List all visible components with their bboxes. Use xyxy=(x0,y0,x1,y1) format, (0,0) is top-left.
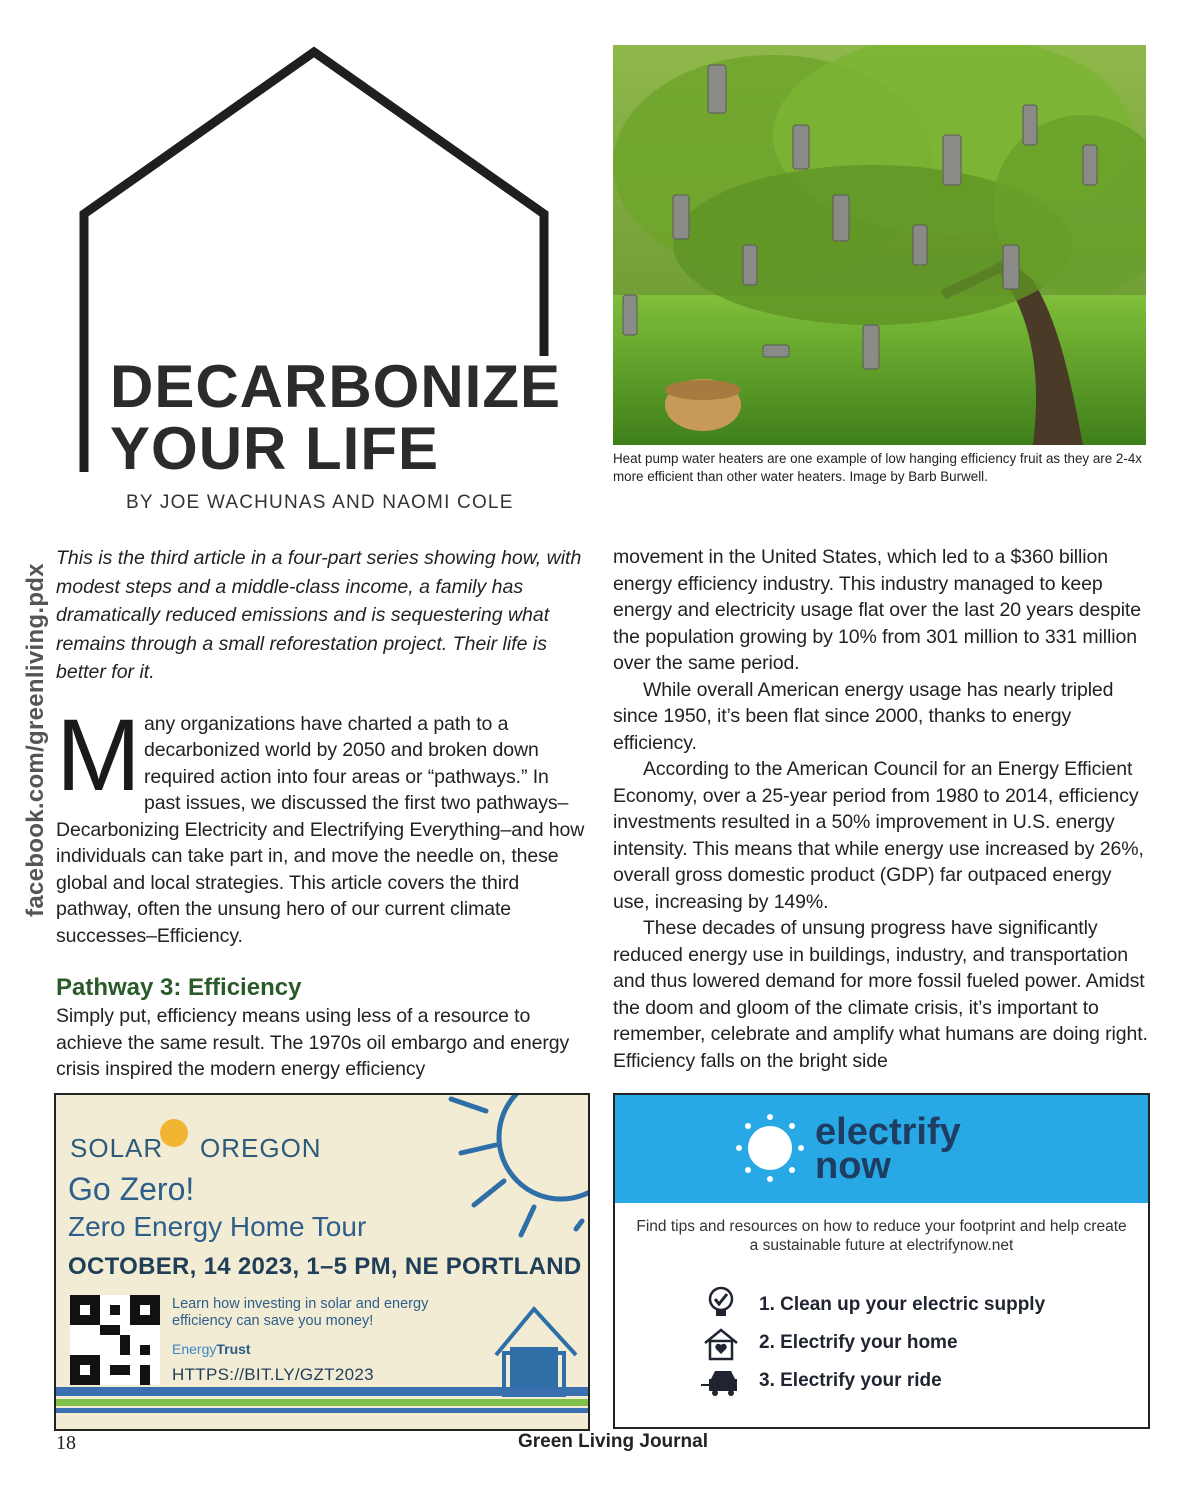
qr-code-icon[interactable] xyxy=(70,1295,160,1385)
solar-headline: Go Zero! xyxy=(68,1171,195,1207)
left-column xyxy=(56,544,588,1083)
energy-trust-logo xyxy=(172,1341,251,1357)
page-number: 18 xyxy=(56,1432,76,1454)
section-heading: Pathway 3: Efficiency xyxy=(56,974,302,1001)
electrify-now-ad[interactable] xyxy=(613,1093,1150,1429)
solar-learn-text: Learn how investing in solar and energy efficiency can save you money! xyxy=(172,1296,429,1329)
logo-title xyxy=(110,353,562,482)
side-url xyxy=(16,554,56,926)
solar-brand-left: SOLAR xyxy=(70,1133,164,1163)
electrify-wordmark xyxy=(815,1111,961,1187)
electrify-word-1: electrify xyxy=(815,1111,961,1153)
electrify-item-2: 2. Electrify your home xyxy=(759,1332,958,1353)
right-paragraph-1: movement in the United States, which led to a $360 billion energy efficiency industry. This industry managed to keep energy and electricity usage flat over the last 20 years despite the population growing by 10% from 301 million to 331 million over the same period. xyxy=(613,546,1141,674)
logo-line-1: DECARBONIZE xyxy=(110,353,562,420)
solar-brand-right: OREGON xyxy=(200,1133,322,1163)
paragraph-1: any organizations have charted a path to a decarbonized world by 2050 and broken down required action into four areas or “pathways.” In past issues, we discussed the first two pathways–Decarbonizing Electricity and Electrifying Everything–and how individuals can take part in, and move the needle on, these global and local strategies. This article covers the third pathway, often the unsung hero of our current climate successes–Efficiency. xyxy=(56,712,585,947)
house-heart-icon xyxy=(701,1327,741,1361)
solar-tour-title: Zero Energy Home Tour xyxy=(68,1211,367,1242)
side-url-text: facebook.com/greenliving.pdx xyxy=(22,563,49,917)
right-paragraph-2: While overall American energy usage has nearly tripled since 1950, it’s been flat since 2000, thanks to energy efficiency. xyxy=(613,678,1114,754)
photo-caption: Heat pump water heaters are one example of low hanging efficiency fruit as they are 2-4x more efficient than other water heaters. Image by Barb Burwell. xyxy=(613,451,1142,484)
energy-trust-part-a: Energy xyxy=(172,1341,217,1357)
solar-oregon-ad[interactable] xyxy=(54,1093,590,1431)
right-paragraph-3: According to the American Council for an Energy Efficient Economy, over a 25-year period from 1980 to 2014, efficiency investments resulted in a 50% improvement in U.S. energy intensity. This means that while energy use increased by 26%, overall gross domestic product (GDP) far outpaced energy use, increasing by 149%. xyxy=(613,758,1144,913)
right-column xyxy=(613,544,1153,1074)
intro-paragraph: This is the third article in a four-part series showing how, with modest steps and a middle-class income, a family has dramatically reduced emissions and is sequestering what remains through a small reforestation project. Their life is better for it. xyxy=(56,547,582,683)
opening-paragraph xyxy=(56,697,588,950)
logo-line-2: YOUR LIFE xyxy=(110,415,440,482)
electrify-item-1: 1. Clean up your electric supply xyxy=(759,1294,1046,1315)
paragraph-2: Simply put, efficiency means using less of a resource to achieve the same result. The 1970s oil embargo and energy crisis inspired the modern energy efficiency xyxy=(56,1005,570,1080)
energy-trust-part-b: Trust xyxy=(216,1341,251,1357)
solar-event-date: OCTOBER, 14 2023, 1–5 PM, NE PORTLAND xyxy=(68,1253,582,1280)
sun-burst-icon xyxy=(735,1113,805,1183)
electrify-tips: Find tips and resources on how to reduce your footprint and help create a sustainable future at electrifynow.net xyxy=(636,1218,1127,1254)
tree-photo xyxy=(613,45,1146,445)
byline: BY JOE WACHUNAS AND NAOMI COLE xyxy=(126,492,514,513)
publication-title: Green Living Journal xyxy=(517,1431,709,1452)
lightbulb-icon xyxy=(701,1285,741,1319)
electrify-item-3: 3. Electrify your ride xyxy=(759,1370,942,1391)
dropcap: M xyxy=(56,697,141,812)
solar-url-link[interactable]: HTTPS://BIT.LY/GZT2023 xyxy=(172,1365,374,1384)
right-paragraph-4: These decades of unsung progress have significantly reduced energy use in buildings, industry, and transportation and thus lowered demand for more fossil fueled power. Amidst the doom and gloom of the climate crisis, it’s important to remember, celebrate and amplify what humans are doing right. Efficiency falls on the bright side xyxy=(613,917,1148,1072)
electrify-word-2: now xyxy=(815,1145,891,1187)
car-plug-icon xyxy=(701,1365,741,1399)
